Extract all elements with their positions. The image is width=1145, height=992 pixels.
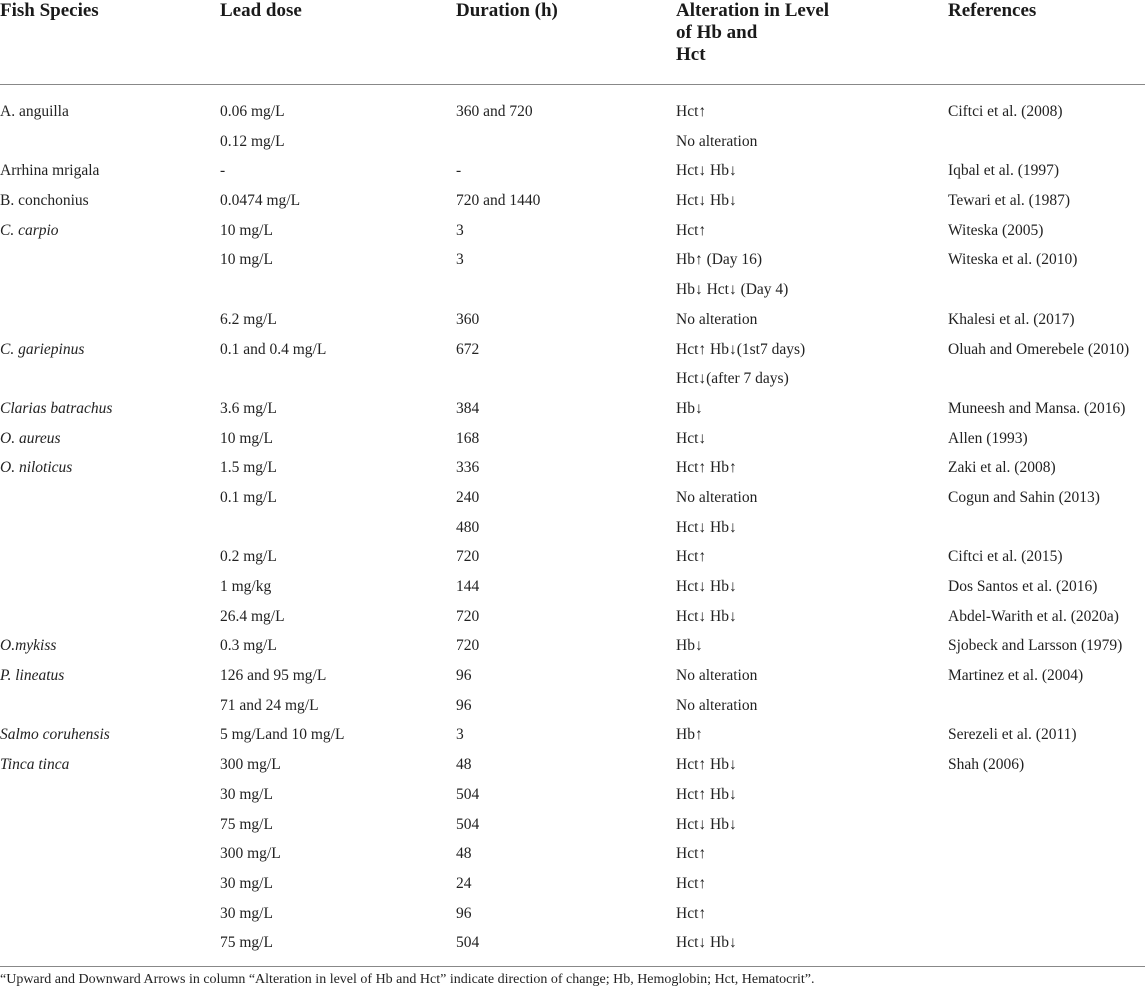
table-row: [0, 750, 1145, 780]
table-row: [0, 186, 1145, 216]
duration-cell: 168: [456, 429, 480, 447]
alteration-cell: No alteration: [676, 132, 758, 150]
table-row: [0, 216, 1145, 246]
table-row: [0, 928, 1145, 958]
lead-dose-cell: 30 mg/L: [220, 874, 273, 892]
alteration-cell: Hct↓ Hb↓: [676, 162, 737, 180]
duration-cell: 720: [456, 607, 480, 625]
table-row: [0, 869, 1145, 899]
reference-cell: Serezeli et al. (2011): [948, 726, 1077, 744]
table-row: [0, 394, 1145, 424]
alteration-cell: Hct↑ Hb↓: [676, 756, 737, 774]
lead-dose-cell: 300 mg/L: [220, 756, 281, 774]
alteration-cell: No alteration: [676, 310, 758, 328]
alteration-cell: Hct↑ Hb↑: [676, 459, 737, 477]
species-cell: O.mykiss: [0, 637, 57, 655]
alteration-cell: No alteration: [676, 488, 758, 506]
species-cell: Salmo coruhensis: [0, 726, 110, 744]
table-row: [0, 335, 1145, 365]
lead-dose-cell: 10 mg/L: [220, 429, 273, 447]
table-row: [0, 245, 1145, 275]
reference-cell: Oluah and Omerebele (2010): [948, 340, 1130, 358]
table-row: [0, 661, 1145, 691]
reference-cell: Abdel-Warith et al. (2020a): [948, 607, 1119, 625]
table-row: [0, 780, 1145, 810]
table-bottom-rule: [0, 966, 1145, 967]
alteration-cell: Hct↑: [676, 904, 707, 922]
reference-cell: Tewari et al. (1987): [948, 192, 1071, 210]
header-fish-species: Fish Species: [0, 0, 99, 21]
header-lead-dose: Lead dose: [220, 0, 302, 21]
lead-dose-cell: 10 mg/L: [220, 251, 273, 269]
species-cell: Tinca tinca: [0, 756, 70, 774]
header-divider: [0, 84, 1145, 85]
duration-cell: 3: [456, 251, 464, 269]
species-cell: P. lineatus: [0, 667, 65, 685]
reference-cell: Iqbal et al. (1997): [948, 162, 1060, 180]
lead-dose-cell: 5 mg/Land 10 mg/L: [220, 726, 345, 744]
alteration-cell: Hct↓: [676, 429, 707, 447]
alteration-cell: Hct↓ Hb↓: [676, 518, 737, 536]
species-cell: B. conchonius: [0, 192, 89, 210]
lead-dose-cell: 71 and 24 mg/L: [220, 696, 319, 714]
header-duration: Duration (h): [456, 0, 558, 21]
alteration-cell: Hct↑: [676, 221, 707, 239]
duration-cell: 96: [456, 696, 472, 714]
duration-cell: 144: [456, 578, 480, 595]
lead-dose-cell: 26.4 mg/L: [220, 607, 285, 625]
alteration-cell: Hct↑ Hb↓(1st7 days): [676, 340, 806, 358]
table-body: [0, 97, 1145, 958]
lead-dose-cell: 0.12 mg/L: [220, 132, 285, 150]
reference-cell: Martinez et al. (2004): [948, 667, 1084, 685]
duration-cell: 48: [456, 756, 472, 774]
alteration-cell: No alteration: [676, 696, 758, 714]
lead-dose-cell: 10 mg/L: [220, 221, 273, 239]
alteration-cell: Hct↓(after 7 days): [676, 370, 789, 388]
alteration-cell: Hct↑: [676, 103, 707, 120]
table-row: [0, 127, 1145, 157]
alteration-cell: Hct↑: [676, 874, 707, 892]
header-alteration: Alteration in Level of Hb and Hct: [676, 0, 830, 65]
alteration-cell: Hb↓: [676, 399, 703, 417]
table-row: [0, 483, 1145, 513]
table-row: [0, 810, 1145, 840]
duration-cell: 336: [456, 459, 480, 477]
duration-cell: 360: [456, 310, 480, 328]
duration-cell: 504: [456, 934, 480, 952]
species-cell: Clarias batrachus: [0, 399, 113, 417]
reference-cell: Witeska (2005): [948, 221, 1044, 239]
lead-dose-cell: 30 mg/L: [220, 904, 273, 922]
species-cell: O. niloticus: [0, 459, 73, 477]
duration-cell: 504: [456, 815, 480, 833]
lead-dose-cell: 0.06 mg/L: [220, 103, 285, 120]
table-row: [0, 156, 1145, 186]
species-cell: A. anguilla: [0, 103, 69, 120]
alteration-cell: Hb↓: [676, 637, 703, 655]
lead-dose-cell: 0.0474 mg/L: [220, 192, 301, 210]
reference-cell: Muneesh and Mansa. (2016): [948, 399, 1126, 417]
lead-dose-cell: 0.1 mg/L: [220, 488, 277, 506]
reference-cell: Shah (2006): [948, 756, 1025, 774]
lead-dose-cell: 126 and 95 mg/L: [220, 667, 327, 685]
duration-cell: 720: [456, 548, 480, 566]
table-footnote: “Upward and Downward Arrows in column “Alteration in level of Hb and Hct” indicate direction of change; Hb, Hemoglobin; Hct, Hematocrit”.: [0, 972, 815, 987]
lead-dose-cell: 30 mg/L: [220, 785, 273, 803]
duration-cell: 96: [456, 667, 472, 685]
table-row: [0, 720, 1145, 750]
table-row: [0, 513, 1145, 543]
duration-cell: 240: [456, 488, 480, 506]
table-row: [0, 453, 1145, 483]
alteration-cell: Hct↓ Hb↓: [676, 192, 737, 210]
duration-cell: 48: [456, 845, 472, 863]
duration-cell: 720: [456, 637, 480, 655]
reference-cell: Ciftci et al. (2015): [948, 548, 1063, 566]
alteration-cell: No alteration: [676, 667, 758, 685]
alteration-cell: Hct↑: [676, 548, 707, 566]
duration-cell: 3: [456, 726, 464, 744]
duration-cell: 360 and 720: [456, 103, 533, 120]
table-row: [0, 542, 1145, 572]
lead-dose-cell: -: [220, 162, 226, 180]
lead-dose-cell: 1.5 mg/L: [220, 459, 277, 477]
alteration-cell: Hct↓ Hb↓: [676, 607, 737, 625]
duration-cell: -: [456, 162, 462, 180]
table-row: [0, 275, 1145, 305]
table-row: [0, 839, 1145, 869]
species-cell: O. aureus: [0, 429, 61, 447]
duration-cell: 720 and 1440: [456, 192, 541, 210]
lead-dose-cell: 75 mg/L: [220, 815, 273, 833]
reference-cell: Allen (1993): [948, 429, 1028, 447]
table-row: [0, 631, 1145, 661]
reference-cell: Witeska et al. (2010): [948, 251, 1078, 269]
table-row: [0, 424, 1145, 454]
alteration-cell: Hct↓ Hb↓: [676, 815, 737, 833]
alteration-cell: Hct↓ Hb↓: [676, 934, 737, 952]
lead-dose-cell: 1 mg/kg: [220, 578, 272, 595]
header-references: References: [948, 0, 1037, 21]
duration-cell: 3: [456, 221, 464, 239]
duration-cell: 480: [456, 518, 480, 536]
alteration-cell: Hb↓ Hct↓ (Day 4): [676, 281, 789, 299]
reference-cell: Zaki et al. (2008): [948, 459, 1056, 477]
table-row: [0, 364, 1145, 394]
alteration-cell: Hb↑: [676, 726, 703, 744]
species-cell: C. gariepinus: [0, 340, 85, 358]
reference-cell: Dos Santos et al. (2016): [948, 578, 1098, 595]
duration-cell: 96: [456, 904, 472, 922]
duration-cell: 384: [456, 399, 480, 417]
duration-cell: 504: [456, 785, 480, 803]
table-row: [0, 572, 1145, 602]
lead-dose-cell: 0.1 and 0.4 mg/L: [220, 340, 327, 358]
lead-dose-cell: 0.3 mg/L: [220, 637, 277, 655]
lead-dose-cell: 0.2 mg/L: [220, 548, 277, 566]
species-cell: Arrhina mrigala: [0, 162, 100, 180]
table-row: [0, 97, 1145, 127]
alteration-cell: Hct↑ Hb↓: [676, 785, 737, 803]
reference-cell: Sjobeck and Larsson (1979): [948, 637, 1123, 655]
table-row: [0, 602, 1145, 632]
lead-dose-cell: 300 mg/L: [220, 845, 281, 863]
duration-cell: 24: [456, 874, 472, 892]
alteration-cell: Hb↑ (Day 16): [676, 251, 763, 269]
lead-dose-cell: 6.2 mg/L: [220, 310, 277, 328]
reference-cell: Ciftci et al. (2008): [948, 103, 1063, 120]
reference-cell: Cogun and Sahin (2013): [948, 488, 1100, 506]
table-row: [0, 305, 1145, 335]
table-row: [0, 691, 1145, 721]
table-row: [0, 899, 1145, 929]
lead-dose-cell: 3.6 mg/L: [220, 399, 277, 417]
alteration-cell: Hct↓ Hb↓: [676, 578, 737, 595]
alteration-cell: Hct↑: [676, 845, 707, 863]
lead-dose-cell: 75 mg/L: [220, 934, 273, 952]
duration-cell: 672: [456, 340, 480, 358]
species-cell: C. carpio: [0, 221, 59, 239]
reference-cell: Khalesi et al. (2017): [948, 310, 1075, 328]
